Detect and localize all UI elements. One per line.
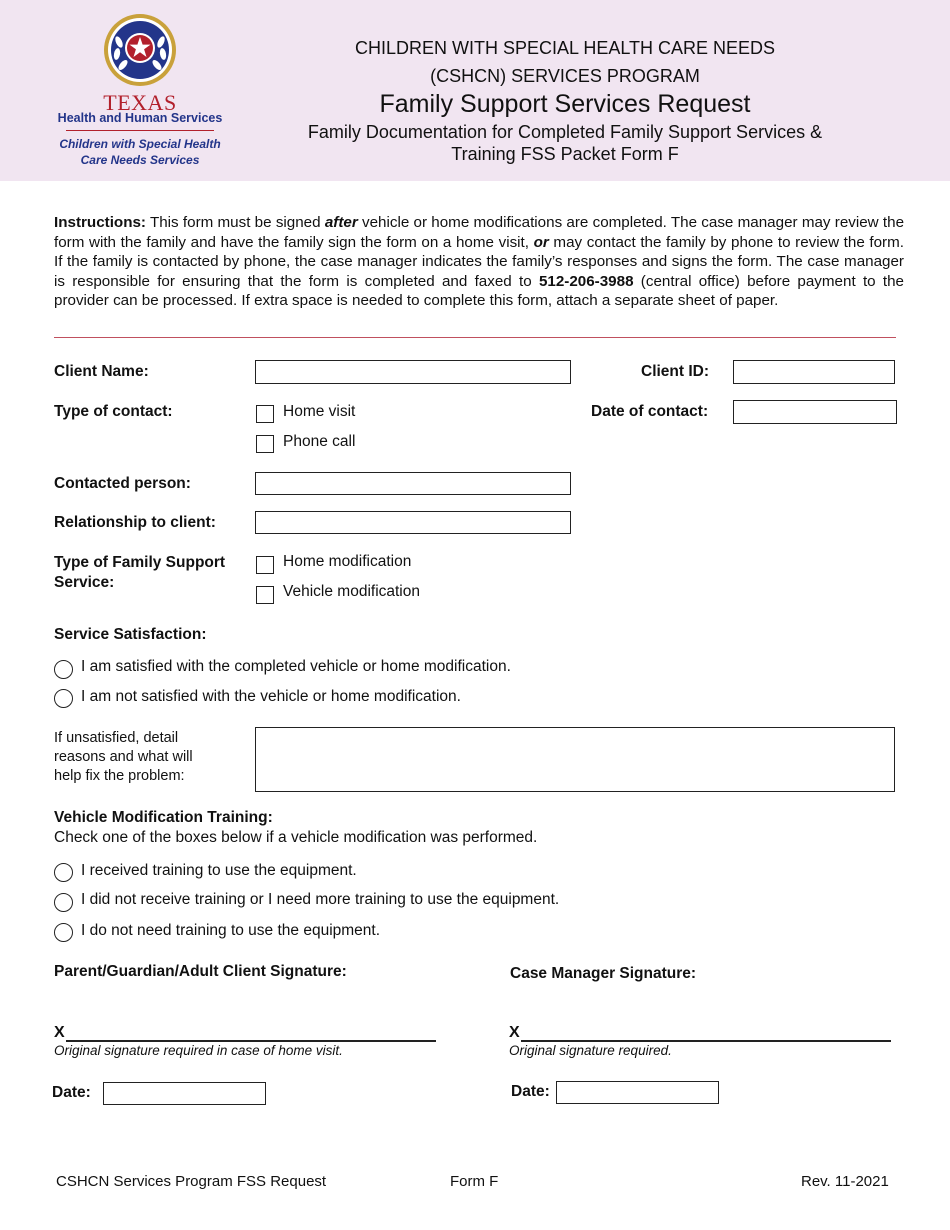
- texas-seal-icon: [102, 12, 178, 88]
- vehicle-modification-option-label: Vehicle modification: [283, 583, 420, 600]
- received-training-option-label: I received training to use the equipment.: [81, 862, 357, 879]
- home-visit-checkbox[interactable]: [256, 405, 274, 423]
- relationship-label: Relationship to client:: [54, 514, 216, 531]
- case-manager-signature-x: X: [509, 1024, 520, 1041]
- relationship-input[interactable]: [255, 511, 571, 534]
- footer-program-name: CSHCN Services Program FSS Request: [56, 1173, 327, 1190]
- client-name-label: Client Name:: [54, 363, 149, 380]
- logo-texas-text: TEXAS: [103, 90, 177, 115]
- fss-type-label-line1: Type of Family Support: [54, 554, 226, 571]
- parent-signature-note: Original signature required in case of home visit.: [54, 1043, 343, 1058]
- instructions-paragraph: [54, 213, 904, 311]
- training-instruction: Check one of the boxes below if a vehicle modification was performed.: [54, 829, 538, 846]
- unsatisfied-details-textarea[interactable]: [255, 727, 895, 792]
- parent-signature-line[interactable]: [66, 1040, 436, 1042]
- texas-hhs-logo: [50, 10, 230, 170]
- footer-revision: Rev. 11-2021: [801, 1173, 889, 1190]
- logo-divider: [66, 130, 214, 131]
- home-modification-checkbox[interactable]: [256, 556, 274, 574]
- no-training-needed-option-label: I do not need training to use the equipment.: [81, 922, 381, 939]
- unsatisfied-details-label-line2: reasons and what will: [54, 749, 193, 765]
- not-satisfied-option-label: I am not satisfied with the vehicle or home modification.: [81, 688, 461, 705]
- instructions-emphasis-after: after: [324, 214, 358, 231]
- logo-agency-text: Health and Human Services: [57, 111, 223, 125]
- type-of-contact-label: Type of contact:: [54, 403, 173, 420]
- instructions-text-3: may contact the family by phone to review the form. If the family is contacted by phone, the case manager indicates the family’s responses and signs the form. The case manager is responsible for ensuring that the form is completed and faxed to: [54, 233, 904, 290]
- form-subtitle-line2: Training FSS Packet Form F: [451, 144, 679, 164]
- unsatisfied-details-label-line1: If unsatisfied, detail: [54, 730, 179, 746]
- service-satisfaction-heading: Service Satisfaction:: [54, 626, 207, 643]
- date-of-contact-input[interactable]: [733, 400, 897, 424]
- satisfied-radio[interactable]: [54, 660, 73, 679]
- instructions-emphasis-or: or: [533, 233, 549, 251]
- received-training-radio[interactable]: [54, 863, 73, 882]
- contacted-person-input[interactable]: [255, 472, 571, 495]
- logo-division-text: [50, 136, 230, 168]
- case-manager-signature-label: Case Manager Signature:: [510, 965, 697, 982]
- parent-date-input[interactable]: [103, 1082, 266, 1105]
- home-visit-option-label: Home visit: [283, 403, 356, 420]
- program-title-line2: (CSHCN) SERVICES PROGRAM: [430, 66, 700, 86]
- unsatisfied-details-label: [54, 729, 193, 786]
- home-modification-option-label: Home modification: [283, 553, 412, 570]
- logo-division-line1: Children with Special Health: [59, 137, 221, 151]
- form-title: Family Support Services Request: [379, 90, 751, 118]
- unsatisfied-details-label-line3: help fix the problem:: [54, 768, 185, 784]
- fss-type-label: [54, 553, 225, 593]
- no-training-radio[interactable]: [54, 893, 73, 912]
- satisfied-option-label: I am satisfied with the completed vehicle or home modification.: [81, 658, 511, 675]
- parent-signature-x: X: [54, 1024, 65, 1041]
- case-manager-signature-line[interactable]: [521, 1040, 891, 1042]
- instructions-text-4: (central office) before payment to the provider can be processed. If extra space is needed to complete this form, attach a separate sheet of paper.: [54, 272, 904, 309]
- program-title-line1: CHILDREN WITH SPECIAL HEALTH CARE NEEDS: [354, 38, 776, 58]
- client-name-input[interactable]: [255, 360, 571, 384]
- parent-signature-label: Parent/Guardian/Adult Client Signature:: [54, 963, 347, 980]
- case-manager-signature-note: Original signature required.: [509, 1043, 672, 1058]
- instructions-label: Instructions:: [54, 214, 146, 231]
- instructions-text-1: This form must be signed: [145, 214, 325, 231]
- form-subtitle-line1: Family Documentation for Completed Family Support Services &: [307, 122, 823, 142]
- logo-division-line2: Care Needs Services: [80, 153, 200, 167]
- fax-number: 512-206-3988: [538, 272, 634, 290]
- contacted-person-label: Contacted person:: [54, 475, 191, 492]
- not-satisfied-radio[interactable]: [54, 689, 73, 708]
- phone-call-checkbox[interactable]: [256, 435, 274, 453]
- no-training-needed-radio[interactable]: [54, 923, 73, 942]
- client-id-label: Client ID:: [641, 363, 710, 380]
- fss-type-label-line2: Service:: [54, 574, 115, 591]
- date-of-contact-label: Date of contact:: [591, 403, 709, 420]
- section-divider: [54, 337, 896, 338]
- client-id-input[interactable]: [733, 360, 895, 384]
- vehicle-modification-checkbox[interactable]: [256, 586, 274, 604]
- phone-call-option-label: Phone call: [283, 433, 356, 450]
- parent-date-label: Date:: [52, 1084, 91, 1101]
- no-training-option-label: I did not receive training or I need more training to use the equipment.: [81, 891, 560, 908]
- footer-form-id: Form F: [450, 1173, 499, 1190]
- case-manager-date-input[interactable]: [556, 1081, 719, 1104]
- case-manager-date-label: Date:: [511, 1083, 550, 1100]
- training-heading: Vehicle Modification Training:: [54, 809, 273, 826]
- instructions-text-2: vehicle or home modifications are completed. The case manager may review the form with the family and have the family sign the form on a home visit,: [54, 214, 905, 251]
